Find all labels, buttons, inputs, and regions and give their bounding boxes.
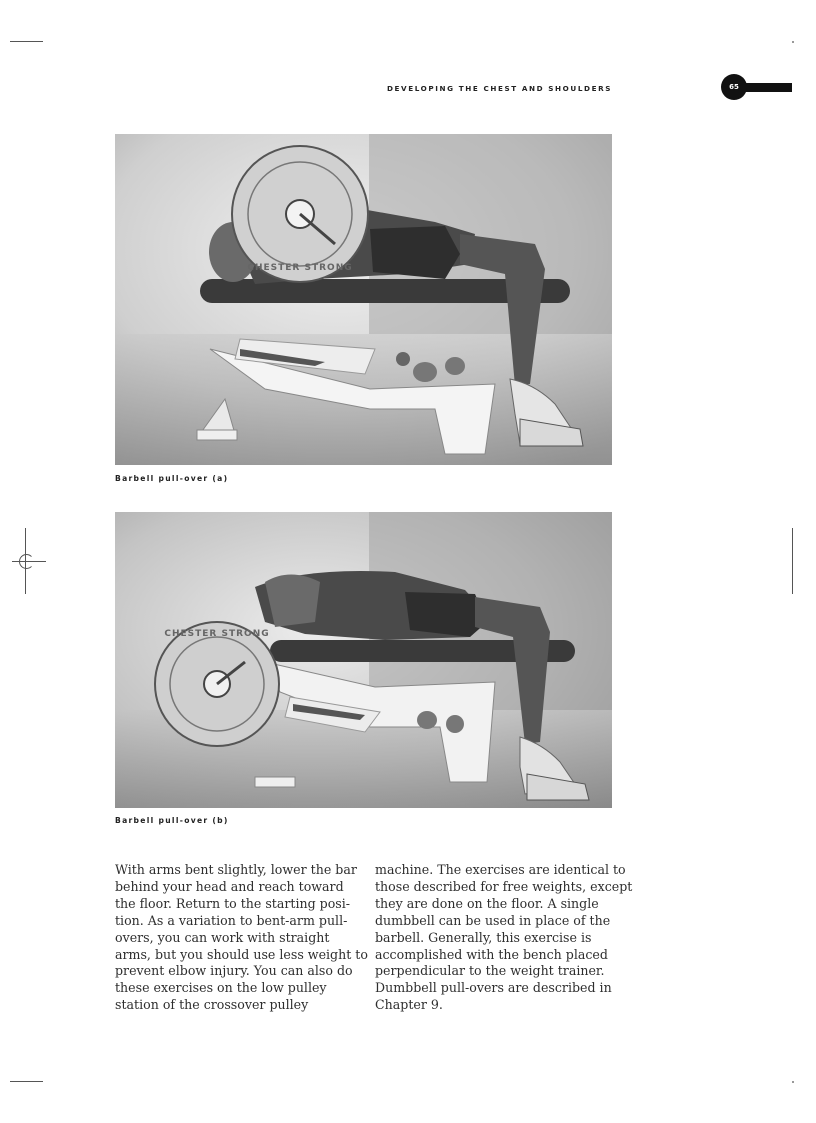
photo-barbell-pull-over-b	[115, 512, 612, 808]
text-line: With arms bent slightly, lower the bar	[115, 862, 357, 877]
text-line: they are done on the floor. A single	[375, 895, 599, 911]
text-line: these exercises on the low pulley	[115, 980, 327, 996]
text-line: accomplished with the bench placed	[375, 946, 608, 962]
crop-dot-bottom-right	[792, 1081, 794, 1083]
body-column-left	[115, 862, 368, 1014]
text-line: Dumbbell pull-overs are described in	[375, 980, 612, 996]
text-line: tion. As a variation to bent-arm pull-	[115, 912, 348, 928]
crop-mark-bottom-left	[10, 1081, 43, 1082]
figure-caption-a: Barbell pull-over (a)	[115, 474, 229, 483]
body-column-right	[375, 862, 633, 1014]
text-line: Chapter 9.	[375, 997, 443, 1013]
plate-lettering-a: CHESTER STRONG	[247, 263, 353, 273]
text-line: perpendicular to the weight trainer.	[375, 963, 605, 979]
crop-mark-top-left	[10, 41, 43, 42]
page-number: 65	[721, 74, 747, 100]
text-line: arms, but you should use less weight to	[115, 946, 368, 962]
running-head: DEVELOPING THE CHEST AND SHOULDERS	[386, 84, 612, 93]
text-line: prevent elbow injury. You can also do	[115, 963, 353, 979]
text-line: barbell. Generally, this exercise is	[375, 929, 592, 945]
text-line: station of the crossover pulley	[115, 997, 309, 1013]
text-line: overs, you can work with straight	[115, 929, 330, 945]
photo-barbell-pull-over-a	[115, 134, 612, 465]
registration-mark-left-circle	[19, 554, 34, 569]
plate-lettering-b: CHESTER STRONG	[164, 629, 270, 639]
figure-caption-b: Barbell pull-over (b)	[115, 816, 229, 825]
registration-mark-right-line	[792, 528, 793, 594]
text-line: dumbbell can be used in place of the	[375, 912, 611, 928]
text-line: the floor. Return to the starting posi-	[115, 895, 351, 911]
text-line: behind your head and reach toward	[115, 878, 344, 894]
text-line: those described for free weights, except	[375, 878, 633, 894]
crop-dot-top-right	[792, 41, 794, 43]
text-line: machine. The exercises are identical to	[375, 862, 626, 877]
